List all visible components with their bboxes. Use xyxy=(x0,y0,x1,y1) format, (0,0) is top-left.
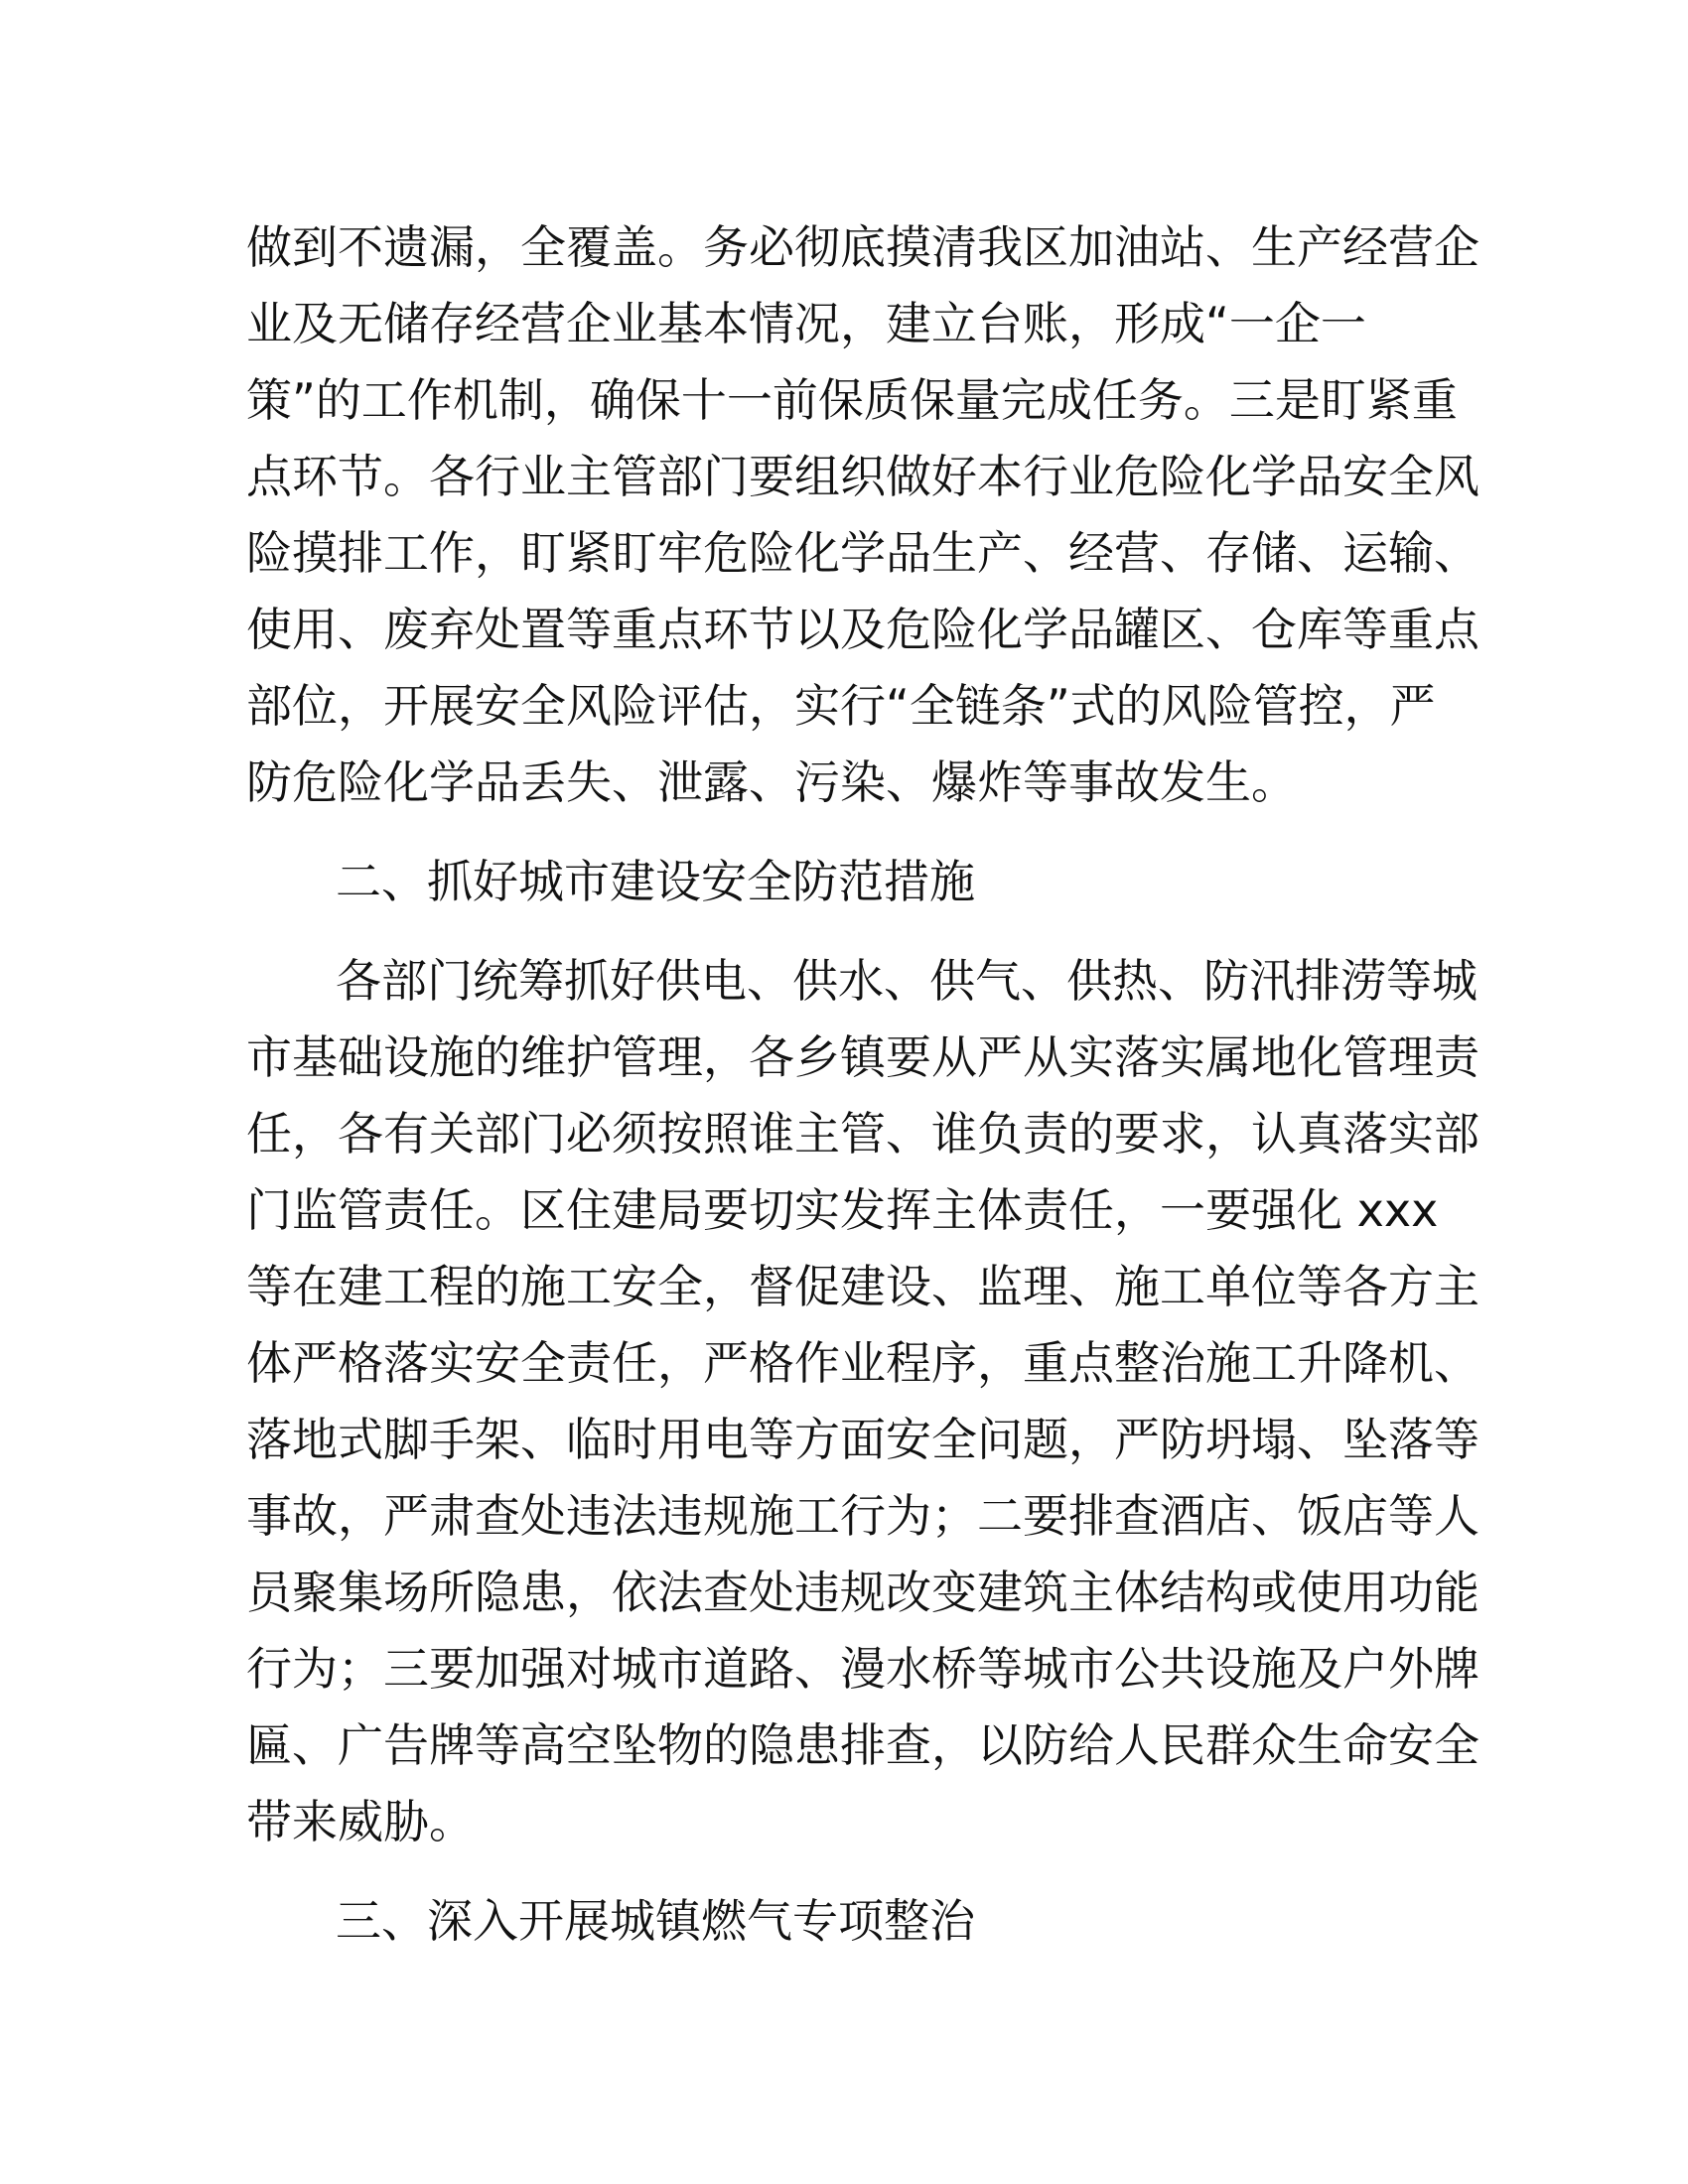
paragraph-2-line: 等在建工程的施工安全，督促建设、监理、施工单位等各方主 xyxy=(246,1260,1479,1313)
paragraph-1-line: 险摸排工作，盯紧盯牢危险化学品生产、经营、存储、运输、 xyxy=(246,526,1479,580)
section-heading-2: 二、抓好城市建设安全防范措施 xyxy=(336,855,975,908)
paragraph-1-line: 部位，开展安全风险评估，实行“全链条”式的风险管控，严 xyxy=(246,679,1436,733)
paragraph-2-line: 任，各有关部门必须按照谁主管、谁负责的要求，认真落实部 xyxy=(246,1107,1479,1160)
paragraph-2-line: 体严格落实安全责任，严格作业程序，重点整治施工升降机、 xyxy=(246,1336,1479,1390)
paragraph-2-line: 各部门统筹抓好供电、供水、供气、供热、防汛排涝等城 xyxy=(336,954,1477,1008)
paragraph-2-line: 行为；三要加强对城市道路、漫水桥等城市公共设施及户外牌 xyxy=(246,1642,1479,1696)
paragraph-2-line: 带来威胁。 xyxy=(246,1795,475,1848)
paragraph-2-line: 员聚集场所隐患，依法查处违规改变建筑主体结构或使用功能 xyxy=(246,1566,1479,1619)
paragraph-2-line: 市基础设施的维护管理，各乡镇要从严从实落实属地化管理责 xyxy=(246,1030,1479,1084)
paragraph-1-line: 防危险化学品丢失、泄露、污染、爆炸等事故发生。 xyxy=(246,755,1297,809)
paragraph-1-line: 业及无储存经营企业基本情况，建立台账，形成“一企一 xyxy=(246,297,1366,350)
paragraph-1-line: 策”的工作机制，确保十一前保质保量完成任务。三是盯紧重 xyxy=(246,373,1458,427)
paragraph-2-line: 匾、广告牌等高空坠物的隐患排查，以防给人民群众生命安全 xyxy=(246,1718,1479,1772)
paragraph-1-line: 做到不遗漏，全覆盖。务必彻底摸清我区加油站、生产经营企 xyxy=(246,220,1479,274)
paragraph-2-line: 落地式脚手架、临时用电等方面安全问题，严防坍塌、坠落等 xyxy=(246,1413,1479,1466)
paragraph-1-line: 点环节。各行业主管部门要组织做好本行业危险化学品安全风 xyxy=(246,450,1479,503)
section-heading-3: 三、深入开展城镇燃气专项整治 xyxy=(336,1894,975,1948)
paragraph-2-line: 事故，严肃查处违法违规施工行为；二要排查酒店、饭店等人 xyxy=(246,1489,1479,1543)
paragraph-1-line: 使用、废弃处置等重点环节以及危险化学品罐区、仓库等重点 xyxy=(246,603,1479,656)
paragraph-2-line: 门监管责任。区住建局要切实发挥主体责任，一要强化 xxx xyxy=(246,1183,1439,1237)
